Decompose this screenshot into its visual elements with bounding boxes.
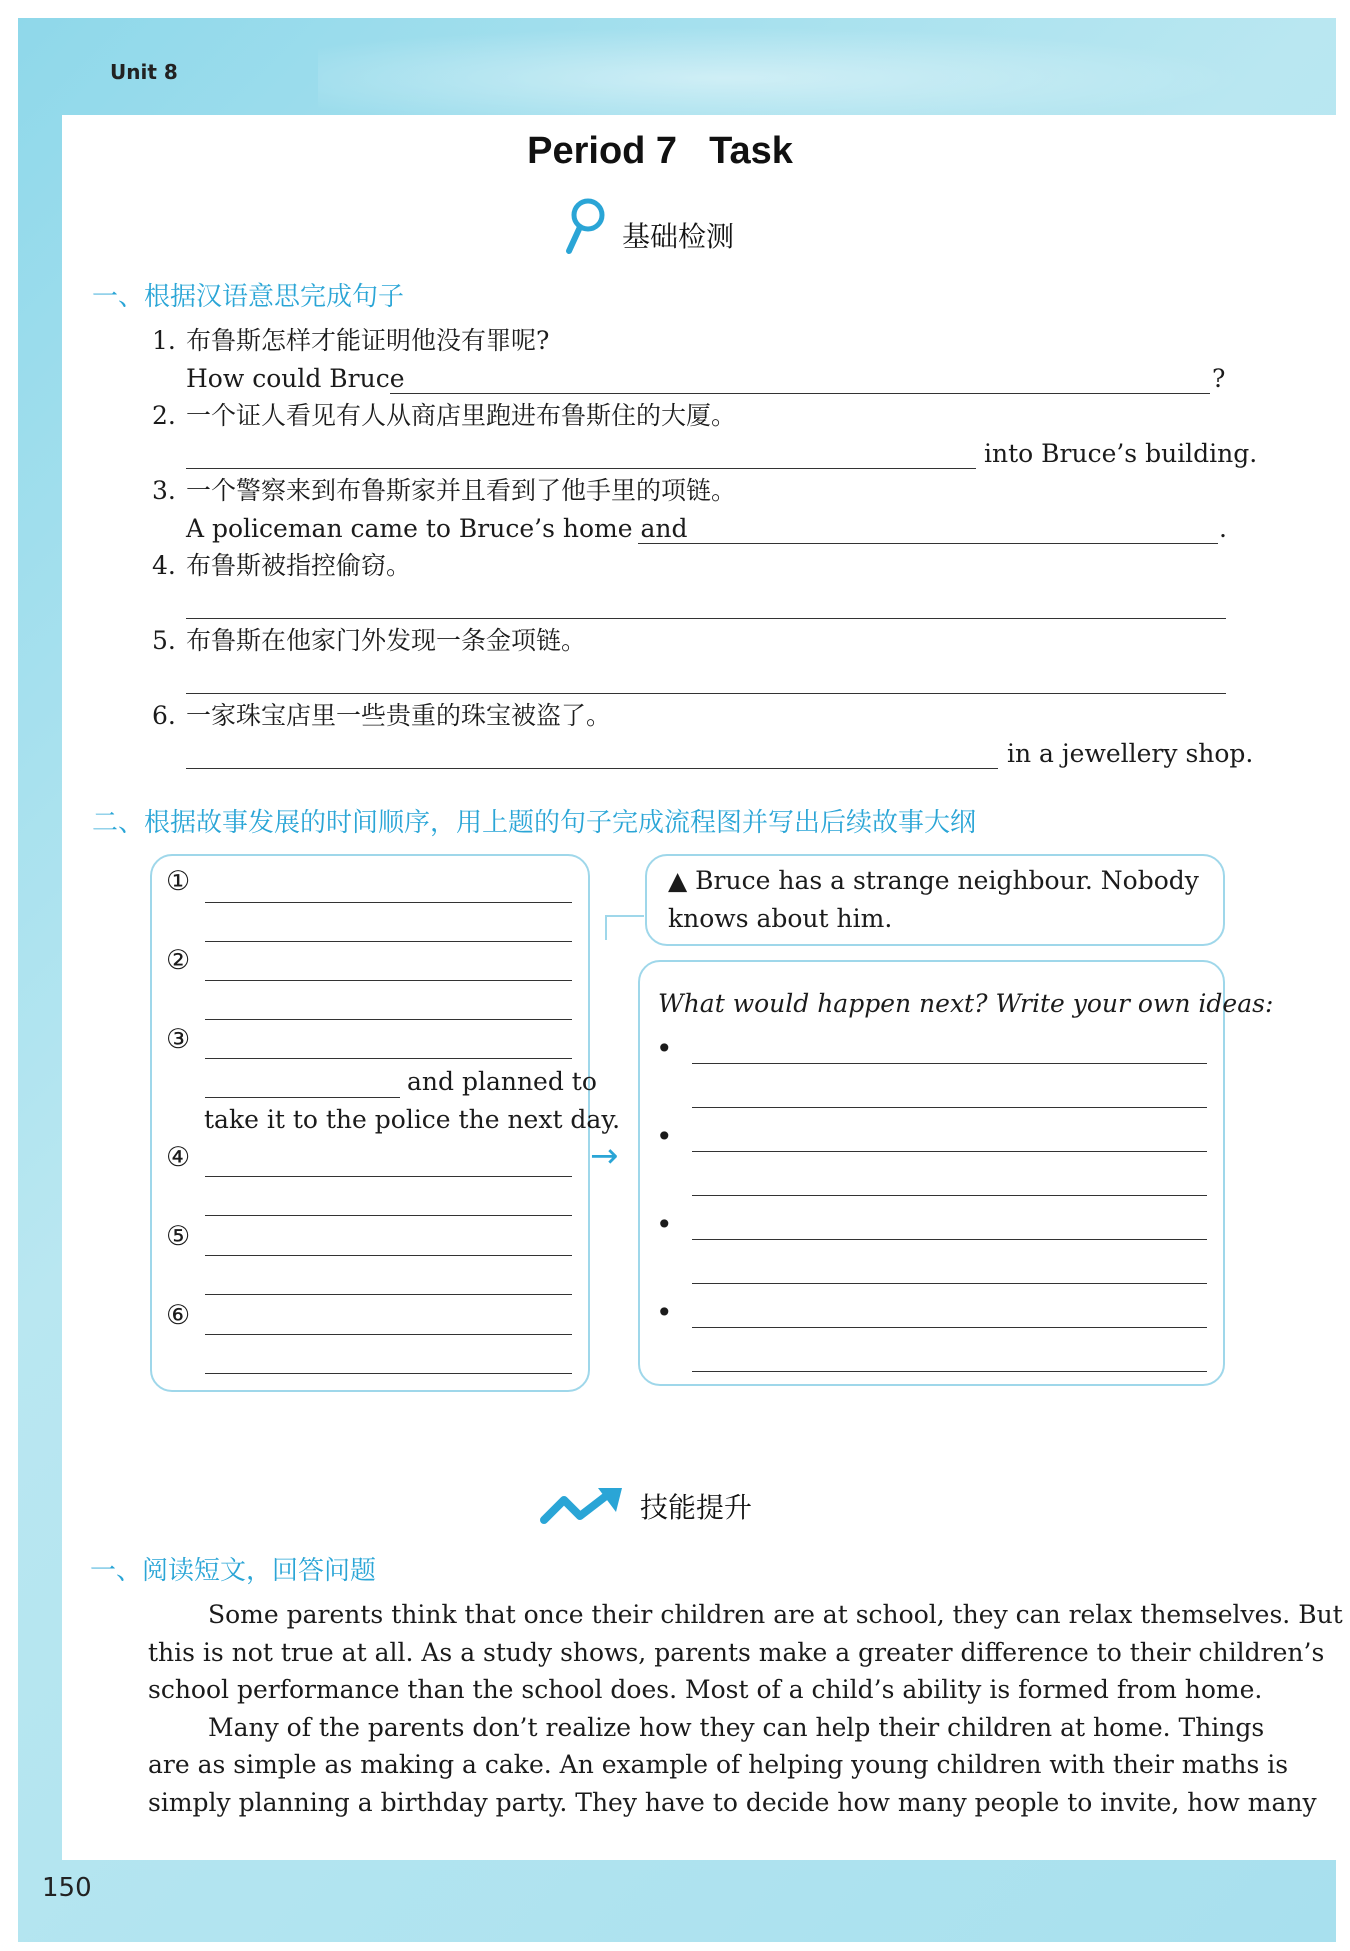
step-5-line-b[interactable] [205, 1294, 572, 1295]
connector-line [586, 910, 646, 950]
part1-heading: 一、根据汉语意思完成句子 [92, 282, 405, 312]
page-title [0, 130, 1320, 173]
q6-number: 6. [152, 701, 176, 730]
q3-prefix: A policeman came to Bruce’s home and [186, 514, 688, 543]
q5-chinese: 布鲁斯在他家门外发现一条金项链。 [186, 626, 587, 655]
idea-2-line-b[interactable] [692, 1195, 1207, 1196]
q6-chinese: 一家珠宝店里一些贵重的珠宝被盗了。 [186, 701, 612, 730]
idea-3-line-a[interactable] [692, 1239, 1207, 1240]
step-5-marker: ⑤ [166, 1221, 191, 1252]
page-number: 150 [42, 1873, 92, 1903]
step-3-line-b[interactable] [205, 1097, 400, 1098]
reading-line-2: this is not true at all. As a study shows, parents make a greater difference to their children’s [148, 1638, 1325, 1667]
q6-suffix: in a jewellery shop. [1007, 739, 1254, 768]
idea-1-line-a[interactable] [692, 1063, 1207, 1064]
step-4-line-a[interactable] [205, 1176, 572, 1177]
section-skill-title: 技能提升 [640, 1491, 753, 1524]
step-1-marker: ① [166, 866, 191, 897]
q4-number: 4. [152, 551, 176, 580]
q1-answer-line[interactable] [390, 393, 1210, 394]
q1-suffix: ? [1212, 364, 1226, 393]
section-basic-title: 基础检测 [622, 220, 735, 253]
step-3-marker: ③ [166, 1024, 191, 1055]
task-label: Task [709, 130, 793, 172]
ideas-box [638, 960, 1225, 1386]
part2-heading: 二、根据故事发展的时间顺序，用上题的句子完成流程图并写出后续故事大纲 [92, 808, 977, 838]
q1-number: 1. [152, 326, 176, 355]
step-2-line-a[interactable] [205, 980, 572, 981]
q4-answer-line[interactable] [186, 618, 1226, 619]
idea-2-line-a[interactable] [692, 1151, 1207, 1152]
period-label: Period 7 [527, 130, 678, 172]
q1-chinese: 布鲁斯怎样才能证明他没有罪呢? [186, 326, 550, 355]
q6-answer-line[interactable] [186, 768, 998, 769]
q4-chinese: 布鲁斯被指控偷窃。 [186, 551, 412, 580]
step-4-line-b[interactable] [205, 1215, 572, 1216]
reading-line-6: simply planning a birthday party. They have to decide how many people to invite, how many [148, 1788, 1317, 1817]
q2-suffix: into Bruce’s building. [984, 439, 1258, 468]
step-6-marker: ⑥ [166, 1300, 191, 1331]
bullet-4: • [656, 1296, 673, 1329]
bullet-2: • [656, 1120, 673, 1153]
reading-heading: 一、阅读短文，回答问题 [90, 1556, 377, 1586]
ideas-prompt: What would happen next? Write your own ideas: [658, 989, 1274, 1018]
magnifier-icon [562, 197, 608, 255]
bullet-3: • [656, 1208, 673, 1241]
step-3-text-1: and planned to [407, 1067, 597, 1096]
idea-4-line-b[interactable] [692, 1371, 1207, 1372]
q3-answer-line[interactable] [638, 543, 1218, 544]
q5-answer-line[interactable] [186, 693, 1226, 694]
q2-number: 2. [152, 401, 176, 430]
q3-suffix: . [1219, 514, 1227, 543]
step-1-line-b[interactable] [205, 941, 572, 942]
story-start-line-2: knows about him. [668, 904, 893, 933]
step-6-line-b[interactable] [205, 1373, 572, 1374]
reading-line-3: school performance than the school does. Most of a child’s ability is formed from home. [148, 1675, 1263, 1704]
q2-chinese: 一个证人看见有人从商店里跑进布鲁斯住的大厦。 [186, 401, 737, 430]
q5-number: 5. [152, 626, 176, 655]
reading-line-5: are as simple as making a cake. An example of helping young children with their maths is [148, 1750, 1289, 1779]
idea-1-line-b[interactable] [692, 1107, 1207, 1108]
q3-number: 3. [152, 476, 176, 505]
step-1-line-a[interactable] [205, 902, 572, 903]
step-2-line-b[interactable] [205, 1019, 572, 1020]
idea-4-line-a[interactable] [692, 1327, 1207, 1328]
reading-line-4: Many of the parents don’t realize how they can help their children at home. Things [208, 1713, 1265, 1742]
flow-arrow-icon: → [590, 1136, 619, 1176]
step-5-line-a[interactable] [205, 1255, 572, 1256]
idea-3-line-b[interactable] [692, 1283, 1207, 1284]
q2-answer-line[interactable] [186, 468, 976, 469]
step-6-line-a[interactable] [205, 1334, 572, 1335]
bullet-1: • [656, 1032, 673, 1065]
q3-chinese: 一个警察来到布鲁斯家并且看到了他手里的项链。 [186, 476, 737, 505]
step-3-line-a[interactable] [205, 1058, 572, 1059]
step-4-marker: ④ [166, 1142, 191, 1173]
step-2-marker: ② [166, 945, 191, 976]
trend-up-icon [540, 1486, 624, 1528]
reading-line-1: Some parents think that once their children are at school, they can relax themselves. But [208, 1600, 1343, 1629]
q1-prefix: How could Bruce [186, 364, 405, 393]
story-start-line-1: ▲ Bruce has a strange neighbour. Nobody [668, 866, 1199, 895]
step-3-text-2: take it to the police the next day. [204, 1105, 621, 1134]
unit-label: Unit 8 [110, 60, 178, 84]
